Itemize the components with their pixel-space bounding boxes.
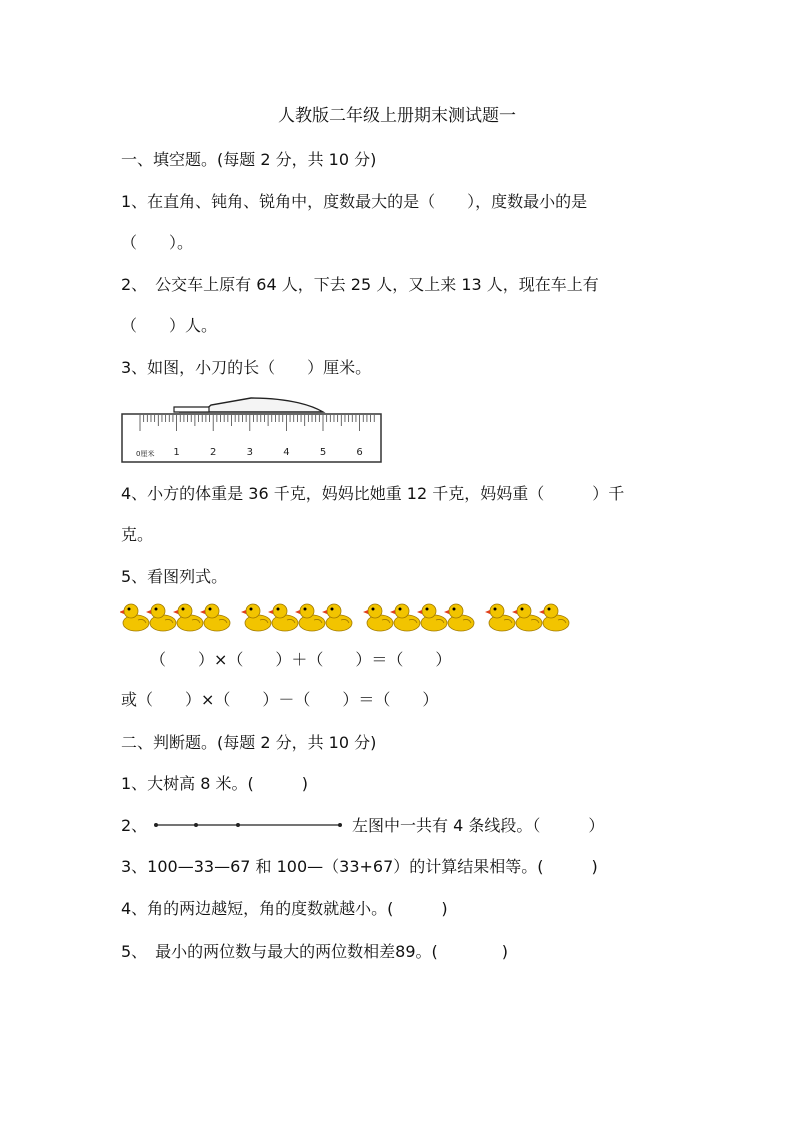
- question-1-5: 5、看图列式。: [121, 567, 228, 586]
- ruler-unit-label: 0厘米: [136, 450, 155, 458]
- ruler-figure: [121, 392, 383, 464]
- duck-icon: [268, 604, 298, 631]
- question-2-3: 3、100—33—67 和 100—（33+67）的计算结果相等。( ): [121, 857, 598, 876]
- duck-icon: [512, 604, 542, 631]
- duck-icon: [539, 604, 569, 631]
- ruler-label: 4: [283, 447, 290, 458]
- duck-icon: [444, 604, 474, 631]
- section-2-heading: 二、判断题。(每题 2 分，共 10 分): [121, 733, 377, 752]
- duck-icon: [417, 604, 447, 631]
- ruler-label: 2: [210, 447, 217, 458]
- duck-icon: [485, 604, 515, 631]
- ruler-label: 6: [356, 447, 363, 458]
- point-b: [194, 823, 198, 827]
- question-1-3: 3、如图，小刀的长（ ）厘米。: [121, 358, 372, 377]
- duck-icon: [146, 604, 176, 631]
- duck-icon: [295, 604, 325, 631]
- duck-figure: [120, 598, 570, 634]
- question-2-2-text: 左图中一共有 4 条线段。（ ）: [352, 816, 605, 835]
- ruler-label: 1: [173, 447, 180, 458]
- question-1-4-line2: 克。: [121, 525, 154, 544]
- question-2-4: 4、角的两边越短，角的度数就越小。( ): [121, 899, 448, 918]
- point-d: [338, 823, 342, 827]
- point-a: [154, 823, 158, 827]
- duck-icon: [241, 604, 271, 631]
- question-1-1-line2: （ ）。: [121, 233, 194, 252]
- duck-icon: [173, 604, 203, 631]
- duck-icon: [390, 604, 420, 631]
- equation-2: 或（ ）×（ ）－（ ）＝（ ）: [121, 690, 439, 709]
- ruler-label: 3: [246, 447, 253, 458]
- ruler-label: 5: [319, 447, 327, 458]
- question-1-4-line1: 4、小方的体重是 36 千克，妈妈比她重 12 千克，妈妈重（ ）千: [121, 484, 625, 503]
- point-c: [236, 823, 240, 827]
- section-1-heading: 一、填空题。(每题 2 分，共 10 分): [121, 150, 377, 169]
- question-2-1: 1、大树高 8 米。( ): [121, 774, 309, 793]
- duck-icon: [120, 604, 149, 631]
- page-title: 人教版二年级上册期末测试题一: [278, 106, 516, 126]
- question-2-5: 5、 最小的两位数与最大的两位数相差89。( ): [121, 942, 509, 961]
- question-1-2-line1: 2、 公交车上原有 64 人，下去 25 人，又上来 13 人，现在车上有: [121, 275, 599, 294]
- line-segment-figure: [152, 817, 344, 833]
- question-2-2-prefix: 2、: [121, 816, 148, 835]
- duck-icon: [363, 604, 393, 631]
- question-1-2-line2: （ ）人。: [121, 316, 218, 335]
- equation-1: （ ）×（ ）＋（ ）＝（ ）: [150, 650, 452, 669]
- duck-icon: [200, 604, 230, 631]
- duck-icon: [322, 604, 352, 631]
- question-1-1-line1: 1、在直角、钝角、锐角中，度数最大的是（ ），度数最小的是: [121, 192, 588, 211]
